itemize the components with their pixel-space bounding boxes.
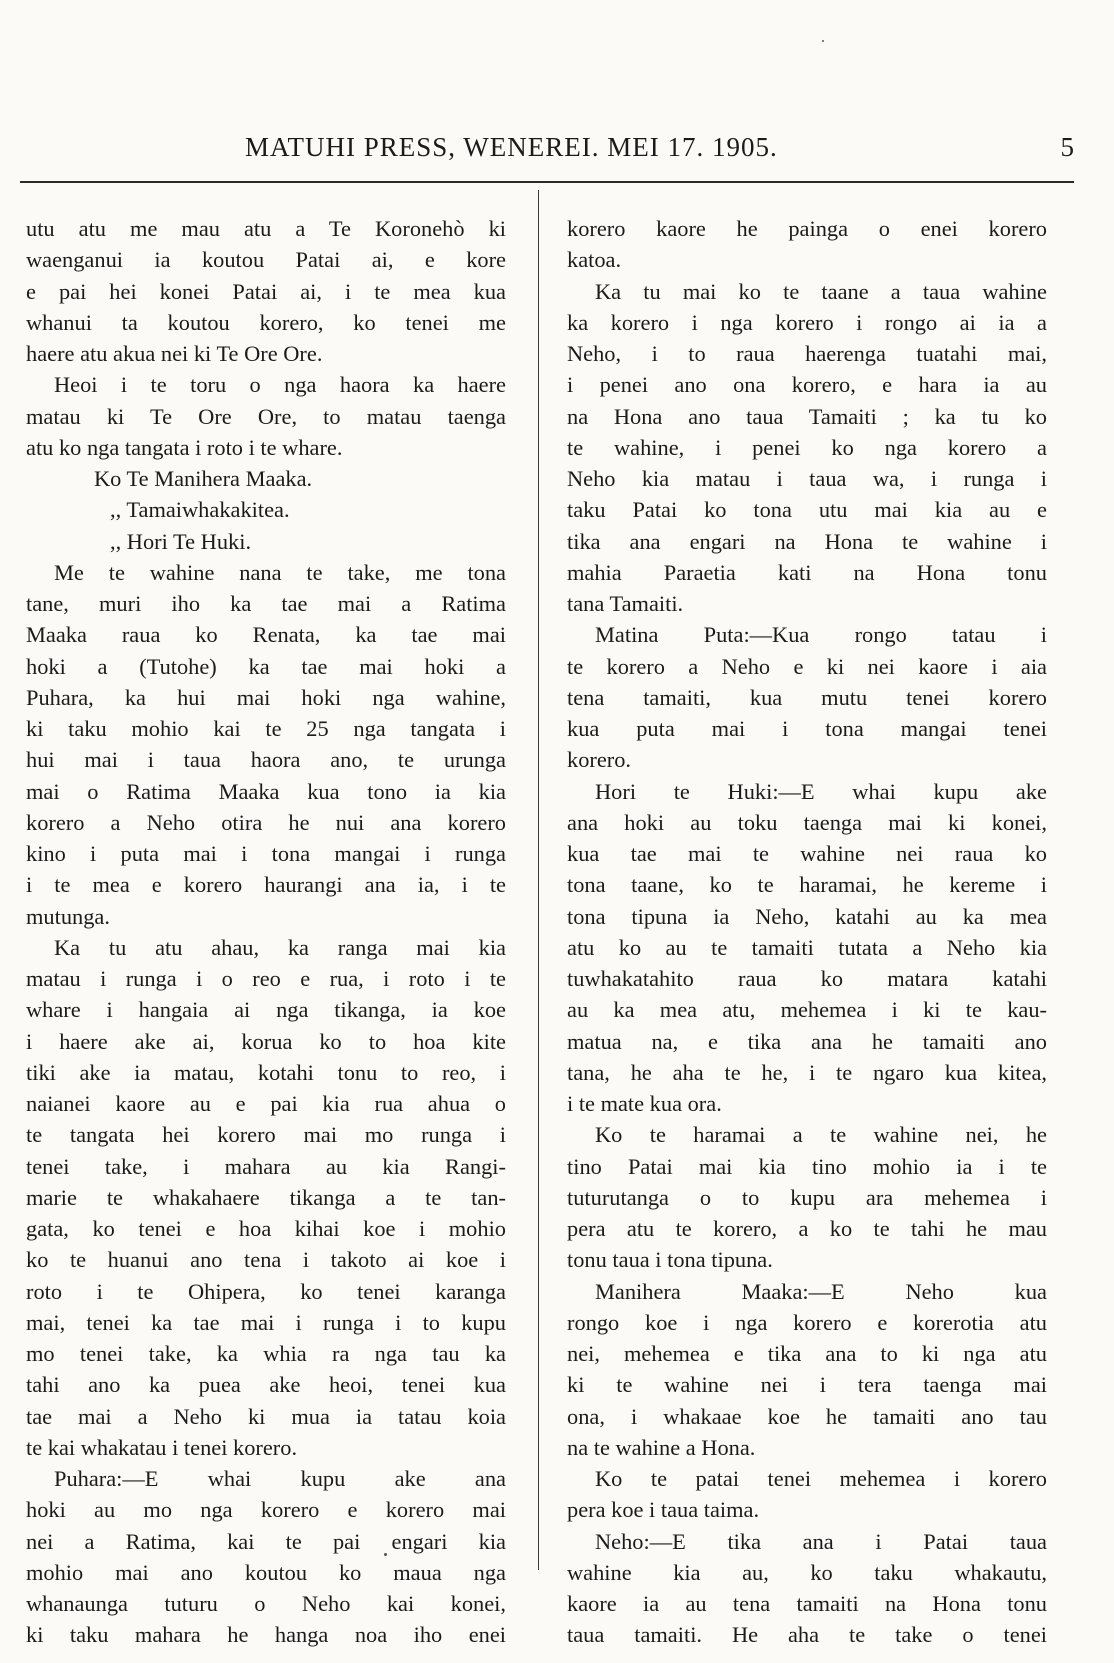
text-line: Me te wahine nana te take, me tona: [54, 559, 506, 585]
text-line: ona, i whakaae koe he tamaiti ano tau: [567, 1403, 1047, 1429]
text-line: kua puta mai i tona mangai tenei: [567, 716, 1047, 741]
text-line: i penei ano ona korero, e hara ia au: [567, 372, 1047, 398]
text-line: taua tamaiti. He aha te take o tenei: [567, 1622, 1047, 1648]
text-line: haere atu akua nei ki Te Ore Ore.: [26, 341, 323, 366]
text-line: te korero a Neho e ki nei kaore i aia: [567, 653, 1047, 679]
text-line: tana, he aha te he, i te ngaro kua kitea,: [567, 1059, 1047, 1085]
text-line: te wahine, i penei ko nga korero a: [567, 434, 1047, 460]
text-line: kua tae mai te wahine nei raua ko: [567, 841, 1047, 866]
text-line: matau ki Te Ore Ore, to matau taenga: [26, 403, 506, 429]
text-line: mo tenei take, ka whia ra nga tau ka: [26, 1341, 506, 1366]
text-line: ,, Hori Te Huki.: [110, 528, 252, 554]
text-line: taku Patai ko tona utu mai kia au e: [567, 497, 1047, 523]
text-line: Ko Te Manihera Maaka.: [94, 466, 313, 491]
text-line: ki taku mohio kai te 25 nga tangata i: [26, 716, 506, 741]
text-line: Neho:—E tika ana i Patai taua: [595, 1528, 1047, 1554]
text-line: Heoi i te toru o nga haora ka haere: [54, 372, 506, 398]
text-line: marie te whakahaere tikanga a te tan-: [26, 1184, 506, 1210]
text-line: tino Patai mai kia tino mohio ia i te: [567, 1153, 1047, 1179]
text-line: katoa.: [567, 247, 622, 273]
text-line: tuturutanga o to kupu ara mehemea i: [567, 1184, 1047, 1210]
text-line: korero kaore he painga o enei korero: [567, 216, 1047, 241]
text-line: Ko te haramai a te wahine nei, he: [595, 1122, 1047, 1148]
text-line: Ka tu mai ko te taane a taua wahine: [595, 278, 1047, 304]
text-line: Puhara:—E whai kupu ake ana: [54, 1466, 506, 1491]
print-speck: [384, 1553, 387, 1556]
text-line: mahia Paraetia kati na Hona tonu: [567, 559, 1047, 585]
header-rule: [20, 181, 1074, 183]
text-line: whanaunga tuturu o Neho kai konei,: [26, 1591, 506, 1616]
text-line: te kai whakatau i tenei korero.: [26, 1434, 298, 1460]
text-line: tika ana engari na Hona te wahine i: [567, 528, 1047, 554]
text-line: e pai hei konei Patai ai, i te mea kua: [26, 278, 506, 304]
text-line: te tangata hei korero mai mo runga i: [26, 1122, 506, 1148]
text-line: hoki a (Tutohe) ka tae mai hoki a: [26, 653, 506, 679]
text-line: ko te huanui ano tena i takoto ai koe i: [26, 1247, 506, 1273]
text-line: gata, ko tenei e hoa kihai koe i mohio: [26, 1216, 506, 1241]
text-line: waenganui ia koutou Patai ai, e kore: [26, 247, 506, 273]
text-line: nei a Ratima, kai te pai engari kia: [26, 1528, 506, 1554]
text-line: wahine kia au, ko taku whakautu,: [567, 1559, 1047, 1585]
text-line: tona taane, ko te haramai, he kereme i: [567, 872, 1047, 898]
text-line: atu ko nga tangata i roto i te whare.: [26, 434, 343, 460]
text-line: whare i hangaia ai nga tikanga, ia koe: [26, 997, 506, 1023]
text-line: tenei take, i mahara au kia Rangi-: [26, 1153, 506, 1179]
text-line: korero a Neho otira he nui ana korero: [26, 809, 506, 835]
text-line: i haere ake ai, korua ko to hoa kite: [26, 1028, 506, 1054]
text-line: kino i puta mai i tona mangai i runga: [26, 841, 506, 866]
text-line: hui mai i taua haora ano, te urunga: [26, 747, 506, 773]
text-line: tahi ano ka puea ake heoi, tenei kua: [26, 1372, 506, 1398]
text-line: ki taku mahara he hanga noa iho enei: [26, 1622, 506, 1648]
text-line: i te mate kua ora.: [567, 1091, 722, 1116]
text-line: ki te wahine nei i tera taenga mai: [567, 1372, 1047, 1398]
text-line: pera koe i taua taima.: [567, 1497, 760, 1523]
text-line: nei, mehemea e tika ana to ki nga atu: [567, 1341, 1047, 1366]
text-line: ,, Tamaiwhakakitea.: [110, 497, 290, 523]
text-line: korero.: [567, 747, 632, 773]
text-line: mutunga.: [26, 903, 110, 929]
column-divider: [538, 190, 539, 1570]
text-line: tona tipuna ia Neho, katahi au ka mea: [567, 903, 1047, 929]
text-line: atu ko au te tamaiti tutata a Neho kia: [567, 934, 1047, 960]
text-line: Neho kia matau i taua wa, i runga i: [567, 466, 1047, 491]
text-line: ana hoki au toku taenga mai ki konei,: [567, 809, 1047, 835]
text-line: Ka tu atu ahau, ka ranga mai kia: [54, 934, 506, 960]
text-line: mohio mai ano koutou ko maua nga: [26, 1559, 506, 1585]
text-line: rongo koe i nga korero e korerotia atu: [567, 1309, 1047, 1335]
text-line: tena tamaiti, kua mutu tenei korero: [567, 684, 1047, 710]
text-line: ka korero i nga korero i rongo ai ia a: [567, 309, 1047, 335]
text-line: mai, tenei ka tae mai i runga i to kupu: [26, 1309, 506, 1335]
text-line: matau i runga i o reo e rua, i roto i te: [26, 966, 506, 991]
text-line: roto i te Ohipera, ko tenei karanga: [26, 1278, 506, 1304]
text-line: Puhara, ka hui mai hoki nga wahine,: [26, 684, 506, 710]
text-line: kaore ia au tena tamaiti na Hona tonu: [567, 1591, 1047, 1616]
text-line: au ka mea atu, mehemea i ki te kau-: [567, 997, 1047, 1023]
text-line: na te wahine a Hona.: [567, 1434, 756, 1460]
left-column: [26, 213, 506, 1651]
text-line: tonu taua i tona tipuna.: [567, 1247, 773, 1273]
text-line: Hori te Huki:—E whai kupu ake: [595, 778, 1047, 804]
text-line: hoki au mo nga korero e korero mai: [26, 1497, 506, 1523]
text-line: utu atu me mau atu a Te Koronehò ki: [26, 216, 506, 241]
text-line: naianei kaore au e pai kia rua ahua o: [26, 1091, 506, 1116]
text-line: tana Tamaiti.: [567, 591, 684, 616]
newspaper-masthead: MATUHI PRESS, WENEREI. MEI 17. 1905.: [245, 132, 778, 162]
text-line: Matina Puta:—Kua rongo tatau i: [595, 622, 1047, 648]
text-line: tiki ake ia matau, kotahi tonu to reo, i: [26, 1059, 506, 1085]
text-line: matua na, e tika ana he tamaiti ano: [567, 1028, 1047, 1054]
text-line: mai o Ratima Maaka kua tono ia kia: [26, 778, 506, 804]
text-line: Manihera Maaka:—E Neho kua: [595, 1278, 1047, 1304]
right-column: [567, 213, 1047, 1651]
page-number: 5: [1060, 132, 1074, 162]
text-line: tane, muri iho ka tae mai a Ratima: [26, 591, 506, 616]
text-line: pera atu te korero, a ko te tahi he mau: [567, 1216, 1047, 1241]
text-line: Neho, i to raua haerenga tuatahi mai,: [567, 341, 1047, 366]
text-line: Maaka raua ko Renata, ka tae mai: [26, 622, 506, 648]
text-line: tae mai a Neho ki mua ia tatau koia: [26, 1403, 506, 1429]
text-line: Ko te patai tenei mehemea i korero: [595, 1466, 1047, 1491]
text-line: whanui ta koutou korero, ko tenei me: [26, 309, 506, 335]
print-speck: [822, 40, 824, 42]
text-line: na Hona ano taua Tamaiti ; ka tu ko: [567, 403, 1047, 429]
text-line: tuwhakatahito raua ko matara katahi: [567, 966, 1047, 991]
page-header: [20, 132, 1074, 172]
text-line: i te mea e korero haurangi ana ia, i te: [26, 872, 506, 898]
